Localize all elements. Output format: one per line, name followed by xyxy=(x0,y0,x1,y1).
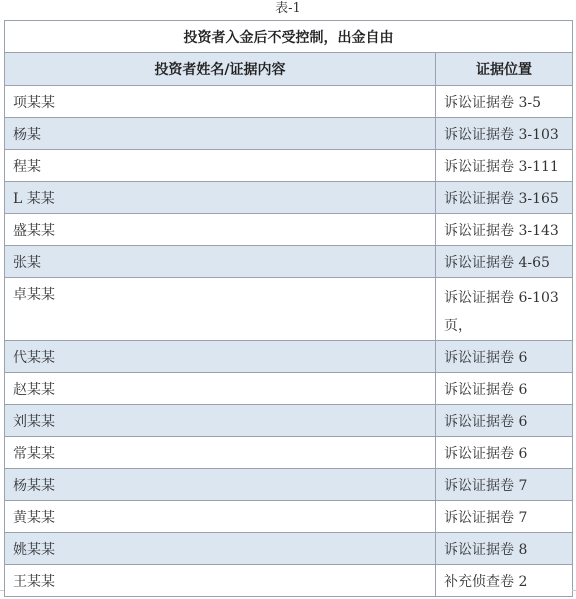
table-row xyxy=(5,469,573,501)
table-row xyxy=(5,405,573,437)
evidence-location-cell: 诉讼证据卷 6 xyxy=(436,373,573,405)
investor-name-cell: 程某 xyxy=(5,150,436,182)
investor-name-cell: 盛某某 xyxy=(5,214,436,246)
table-title-row xyxy=(5,21,573,53)
investor-name-cell: 代某某 xyxy=(5,341,436,373)
table-row xyxy=(5,278,573,341)
evidence-location-cell: 诉讼证据卷 8 xyxy=(436,533,573,565)
investor-name-cell: 杨某某 xyxy=(5,469,436,501)
investor-name-cell: 刘某某 xyxy=(5,405,436,437)
evidence-location-cell: 诉讼证据卷 6 xyxy=(436,341,573,373)
column-header-name: 投资者姓名/证据内容 xyxy=(5,53,436,86)
table-row xyxy=(5,246,573,278)
investor-name-cell: 张某 xyxy=(5,246,436,278)
evidence-location-cell: 诉讼证据卷 3-143 xyxy=(436,214,573,246)
table-title: 投资者入金后不受控制，出金自由 xyxy=(5,21,573,53)
investor-name-cell: 赵某某 xyxy=(5,373,436,405)
page-edge-mark xyxy=(572,590,576,591)
investor-name-cell: 项某某 xyxy=(5,86,436,118)
evidence-location-cell: 诉讼证据卷 3-5 xyxy=(436,86,573,118)
evidence-table xyxy=(4,20,573,597)
investor-name-cell: 黄某某 xyxy=(5,501,436,533)
table-caption: 表-1 xyxy=(275,1,301,16)
evidence-location-cell: 诉讼证据卷 6 xyxy=(436,437,573,469)
column-header-location: 证据位置 xyxy=(436,53,573,86)
table-row xyxy=(5,437,573,469)
table-row xyxy=(5,182,573,214)
evidence-location-cell xyxy=(436,278,573,341)
evidence-location-cell: 补充侦查卷 2 xyxy=(436,565,573,597)
page-edge-mark xyxy=(0,590,4,591)
investor-name-cell: L 某某 xyxy=(5,182,436,214)
table-row xyxy=(5,341,573,373)
evidence-location-text: 诉讼证据卷 6-103 页， xyxy=(444,290,559,334)
investor-name-cell: 卓某某 xyxy=(5,278,436,341)
evidence-location-cell: 诉讼证据卷 7 xyxy=(436,501,573,533)
evidence-location-cell: 诉讼证据卷 7 xyxy=(436,469,573,501)
investor-name-cell: 杨某 xyxy=(5,118,436,150)
table-row xyxy=(5,565,573,597)
table-row xyxy=(5,533,573,565)
evidence-location-cell: 诉讼证据卷 6 xyxy=(436,405,573,437)
investor-name-cell: 姚某某 xyxy=(5,533,436,565)
investor-name-cell: 王某某 xyxy=(5,565,436,597)
table-row xyxy=(5,86,573,118)
evidence-location-cell: 诉讼证据卷 3-111 xyxy=(436,150,573,182)
investor-name-cell: 常某某 xyxy=(5,437,436,469)
table-row xyxy=(5,150,573,182)
evidence-location-cell: 诉讼证据卷 3-103 xyxy=(436,118,573,150)
table-body xyxy=(5,86,573,597)
table-row xyxy=(5,214,573,246)
table-row xyxy=(5,118,573,150)
evidence-location-cell: 诉讼证据卷 3-165 xyxy=(436,182,573,214)
evidence-location-cell: 诉讼证据卷 4-65 xyxy=(436,246,573,278)
table-header-row xyxy=(5,53,573,86)
table-row xyxy=(5,373,573,405)
table-row xyxy=(5,501,573,533)
